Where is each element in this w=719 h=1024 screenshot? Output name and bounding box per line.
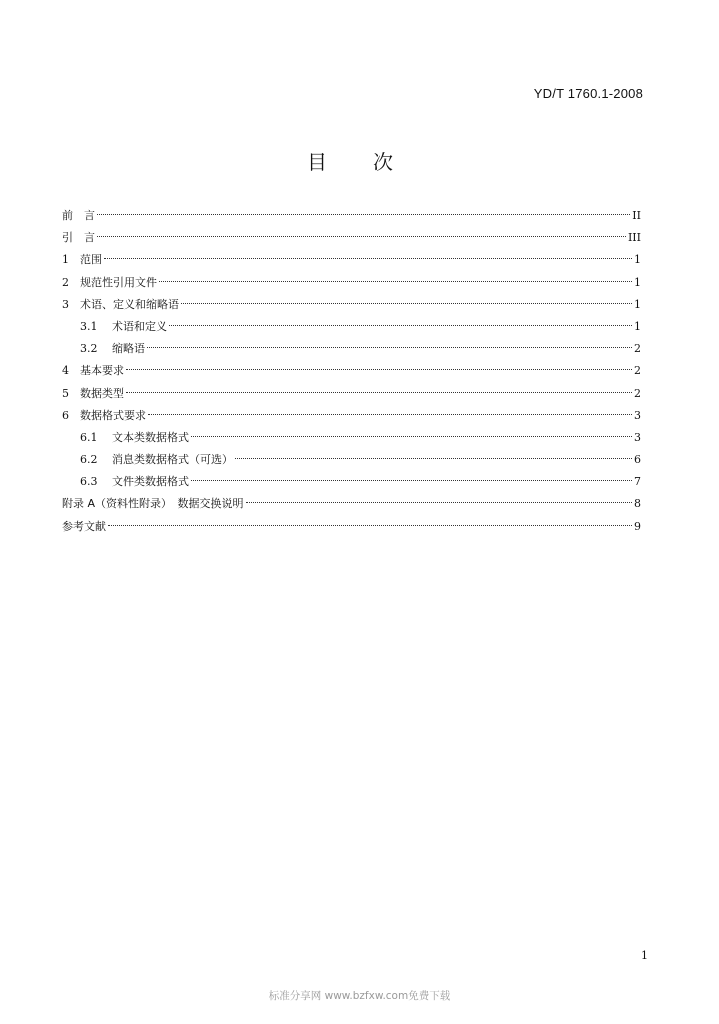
toc-dot-leader <box>191 436 632 437</box>
toc-entry-page: 1 <box>634 319 641 333</box>
toc-dot-leader <box>147 347 632 348</box>
toc-entry-label: 消息类数据格式（可选） <box>112 453 233 467</box>
toc-entry-page: 1 <box>634 253 641 267</box>
toc-entry-label: 引 言 <box>62 231 95 245</box>
toc-entry-label: 前 言 <box>62 209 95 222</box>
toc-entry-number: 3.2 <box>80 342 98 356</box>
toc-entry-page: 6 <box>634 453 641 467</box>
toc-entry-number: 6.1 <box>80 430 98 444</box>
toc-entry-number: 3 <box>62 297 69 311</box>
toc-entry-page: 1 <box>634 275 641 289</box>
toc-entry-label: 参考文献 <box>62 519 106 533</box>
toc-entry-label: 附录 A（资料性附录） 数据交换说明 <box>62 497 244 511</box>
toc-dot-leader <box>108 525 632 526</box>
toc-dot-leader <box>148 414 632 415</box>
toc-entry-label: 规范性引用文件 <box>80 275 157 289</box>
toc-dot-leader <box>191 480 632 481</box>
toc-entry[interactable] <box>62 205 641 227</box>
toc-dot-leader <box>97 214 630 215</box>
toc-entry-label: 术语和定义 <box>112 319 167 333</box>
toc-dot-leader <box>104 258 632 259</box>
toc-entry-page: 7 <box>634 475 641 489</box>
toc-entry[interactable] <box>62 493 641 515</box>
toc-dot-leader <box>126 392 632 393</box>
document-code: YD/T 1760.1-2008 <box>533 86 643 101</box>
toc-entry[interactable] <box>62 227 641 249</box>
toc-entry-number: 6.2 <box>80 453 98 467</box>
toc-dot-leader <box>126 369 632 370</box>
toc-entry-number: 4 <box>62 364 69 378</box>
toc-entry-label: 文件类数据格式 <box>112 475 189 489</box>
toc-entry-label: 数据格式要求 <box>80 408 146 422</box>
toc-entry[interactable] <box>62 316 641 338</box>
toc-entry-page: 8 <box>634 497 641 511</box>
toc-title <box>0 146 700 175</box>
toc-entry-number: 6 <box>62 408 69 422</box>
toc-entry-label: 数据类型 <box>80 386 124 400</box>
toc-dot-leader <box>181 303 632 304</box>
toc-entry-number: 1 <box>62 253 69 267</box>
toc-dot-leader <box>159 281 632 282</box>
toc-entry[interactable] <box>62 471 641 493</box>
toc-entry[interactable] <box>62 383 641 405</box>
toc-entry-page: 2 <box>634 386 641 400</box>
toc-entry-page: 1 <box>634 297 641 311</box>
toc-entry-label: 文本类数据格式 <box>112 430 189 444</box>
toc-entry-number: 6.3 <box>80 475 98 489</box>
toc-entry-number: 5 <box>62 386 69 400</box>
toc-dot-leader <box>246 502 632 503</box>
toc-title-char-2: 次 <box>373 150 393 174</box>
toc-entry-page: III <box>627 231 641 245</box>
watermark-footer: 标准分享网 www.bzfxw.com免费下载 <box>268 990 451 1002</box>
toc-entry-page: 3 <box>634 430 641 444</box>
toc-entry-label: 术语、定义和缩略语 <box>80 297 179 311</box>
toc-entry-page: 2 <box>634 364 641 378</box>
toc-entry[interactable] <box>62 449 641 471</box>
toc-entry[interactable] <box>62 405 641 427</box>
page-number: 1 <box>641 949 648 962</box>
toc-entry[interactable] <box>62 272 641 294</box>
toc-entry-number: 3.1 <box>80 319 98 333</box>
toc-title-char-1: 目 <box>307 150 327 174</box>
toc-entry-page: 2 <box>634 342 641 356</box>
toc-entry[interactable] <box>62 516 641 538</box>
toc-dot-leader <box>169 325 632 326</box>
toc-dot-leader <box>97 236 626 237</box>
toc-entry[interactable] <box>62 427 641 449</box>
toc-dot-leader <box>235 458 632 459</box>
toc-entry-label: 范围 <box>80 253 102 267</box>
toc-entry-page: 9 <box>634 519 641 533</box>
toc-entry[interactable] <box>62 360 641 382</box>
toc-entry-label: 基本要求 <box>80 364 124 378</box>
toc-entry[interactable] <box>62 338 641 360</box>
toc-entry[interactable] <box>62 249 641 271</box>
toc-entry-page: II <box>632 209 641 222</box>
toc-entry-number: 2 <box>62 275 69 289</box>
table-of-contents <box>62 205 641 538</box>
toc-entry[interactable] <box>62 294 641 316</box>
toc-entry-page: 3 <box>634 408 641 422</box>
toc-entry-label: 缩略语 <box>112 342 145 356</box>
